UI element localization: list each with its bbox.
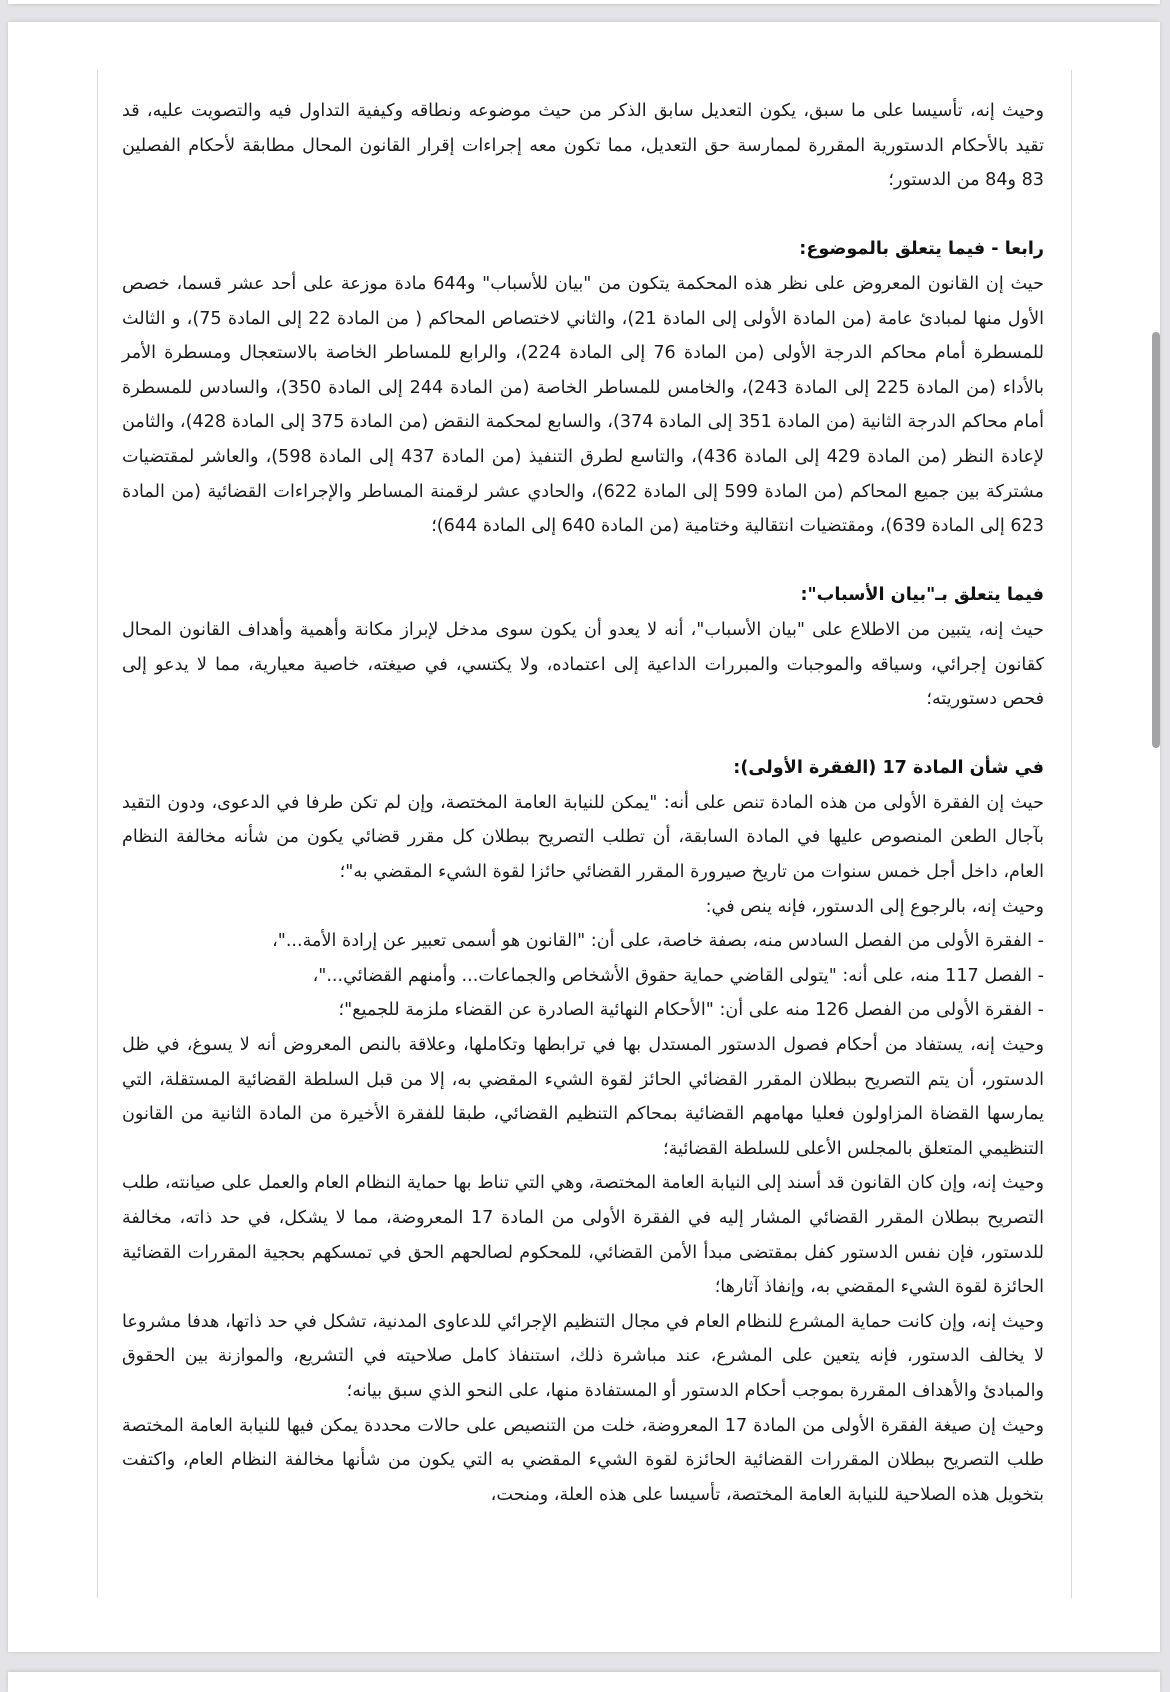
reasons-paragraph: حيث إنه، يتبين من الاطلاع على "بيان الأسباب"، أنه لا يعدو أن يكون سوى مدخل لإبراز مكانة وأهمية وأهداف القانون المحال كقانون إجرائي، وسياقه والموجبات والمبررات الداعية إلى اعتماده، ولا يكتسي، في صيغته، خاصية معيارية، مما لا يدعو إلى فحص دستوريته؛ [122, 619, 1044, 710]
next-page-edge [8, 1672, 1160, 1692]
section-heading-subject: رابعا - فيما يتعلق بالموضوع: [799, 239, 1044, 260]
paragraph-gap [122, 717, 1044, 752]
article-17-paragraph: وحيث إنه، بالرجوع إلى الدستور، فإنه ينص في: [705, 896, 1044, 917]
vertical-scrollbar-thumb[interactable] [1152, 332, 1160, 748]
article-17-paragraph: وحيث إن صيغة الفقرة الأولى من المادة 17 المعروضة، خلت من التنصيص على حالات محددة يمكن فيها للنيابة العامة المختصة طلب التصريح ببطلان المقررات القضائية الحائزة لقوة الشيء المقضي به التي يكون من شأنها مخالفة النظام العام، واكتفت بتخويل هذه الصلاحية للنيابة العامة المختصة، تأسيسا على هذه العلة، ومنحت، [122, 1415, 1044, 1505]
document-page [8, 22, 1160, 1652]
constitution-quote-item: - الفقرة الأولى من الفصل 126 منه على أن: "الأحكام النهائية الصادرة عن القضاء ملزمة للجميع"؛ [338, 1000, 1044, 1021]
section-heading-article-17: في شأن المادة 17 (الفقرة الأولى): [733, 758, 1044, 779]
right-margin-rule [1071, 70, 1072, 1598]
previous-page-edge [8, 0, 1160, 4]
left-margin-rule [97, 70, 98, 1598]
constitution-quote-item: - الفصل 117 منه، على أنه: "يتولى القاضي حماية حقوق الأشخاص والجماعات... وأمنهم القضائي..."، [312, 965, 1044, 986]
article-17-paragraph: وحيث إنه، يستفاد من أحكام فصول الدستور المستدل بها في ترابطها وتكاملها، وعلاقة بالنص المعروض أنه لا يسوغ، في ظل الدستور، أن يتم التصريح ببطلان المقرر القضائي الحائز لقوة الشيء المقضي به، إلا من قبل السلطة القضائية المستقلة، التي يمارسها القضاة المزاولون فعليا مهامهم القضائية بمحاكم التنظيم القضائي، طبقا للفقرة الأخيرة من المادة الثانية من القانون التنظيمي المتعلق بالمجلس الأعلى للسلطة القضائية؛ [122, 1035, 1044, 1159]
article-17-paragraph: وحيث إنه، وإن كانت حماية المشرع للنظام العام في مجال التنظيم الإجرائي للدعاوى المدنية، تشكل في حد ذاتها، هدفا مشروعا لا يخالف الدستور، فإنه يتعين على المشرع، عند مباشرة ذلك، استنفاذ كامل صلاحيته في التشريع، والموازنة بين الحقوق والمبادئ والأهداف المقررة بموجب أحكام الدستور أو المستفادة منها، على النحو الذي سبق بيانه؛ [122, 1311, 1044, 1401]
section-heading-reasons: فيما يتعلق بـ"بيان الأسباب": [800, 585, 1044, 606]
paragraph-gap [122, 198, 1044, 233]
paragraph-gap [122, 544, 1044, 579]
document-text [122, 94, 1044, 1512]
subject-paragraph: حيث إن القانون المعروض على نظر هذه المحكمة يتكون من "بيان للأسباب" و644 مادة موزعة على أحد عشر قسما، خصص الأول منها لمبادئ عامة (من المادة الأولى إلى المادة 21)، والثاني لاختصاص المحاكم ( من المادة 22 إلى المادة 75)، و الثالث للمسطرة أمام محاكم الدرجة الأولى (من المادة 76 إلى المادة 224)، والرابع للمساطر الخاصة بالاستعجال ومسطرة الأمر بالأداء (من المادة 225 إلى المادة 243)، والخامس للمساطر الخاصة (من المادة 244 إلى المادة 350)، والسادس للمسطرة أمام محاكم الدرجة الثانية (من المادة 351 إلى المادة 374)، والسابع لمحكمة النقض (من المادة 375 إلى المادة 428)، والثامن لإعادة النظر (من المادة 429 إلى المادة 436)، والتاسع لطرق التنفيذ (من المادة 437 إلى المادة 598)، والعاشر لمقتضيات مشتركة بين جميع المحاكم (من المادة 599 إلى المادة 622)، والحادي عشر لرقمنة المساطر والإجراءات القضائية (من المادة 623 إلى المادة 639)، ومقتضيات انتقالية وختامية (من المادة 640 إلى المادة 644)؛ [122, 273, 1044, 537]
article-17-paragraph: وحيث إنه، وإن كان القانون قد أسند إلى النيابة العامة المختصة، وهي التي تناط بها حماية النظام العام والعمل على صيانته، طلب التصريح ببطلان المقرر القضائي المشار إليه في الفقرة الأولى من المادة 17 المعروضة، مما لا يشكل، في حد ذاته، مخالفة للدستور، فإن نفس الدستور كفل بمقتضى مبدأ الأمن القضائي، للمحكوم لصالحهم الحق في تمسكهم بحجية المقررات القضائية الحائزة لقوة الشيء المقضي به، وإنفاذ آثارها؛ [122, 1173, 1044, 1298]
article-17-paragraph: حيث إن الفقرة الأولى من هذه المادة تنص على أنه: "يمكن للنيابة العامة المختصة، وإن لم تكن طرفا في الدعوى، ودون التقيد بآجال الطعن المنصوص عليها في المادة السابقة، أن تطلب التصريح ببطلان كل مقرر قضائي يكون من شأنه مخالفة النظام العام، داخل أجل خمس سنوات من تاريخ صيرورة المقرر القضائي حائزا لقوة الشيء المقضي به"؛ [122, 792, 1044, 883]
constitution-quote-item: - الفقرة الأولى من الفصل السادس منه، بصفة خاصة، على أن: "القانون هو أسمى تعبير عن إرادة الأمة..."، [272, 931, 1044, 952]
intro-paragraph: وحيث إنه، تأسيسا على ما سبق، يكون التعديل سابق الذكر من حيث موضوعه ونطاقه وكيفية التداول فيه والتصويت عليه، قد تقيد بالأحكام الدستورية المقررة لممارسة حق التعديل، مما تكون معه إجراءات إقرار القانون المحال مطابقة لأحكام الفصلين 83 و84 من الدستور؛ [122, 101, 1044, 191]
